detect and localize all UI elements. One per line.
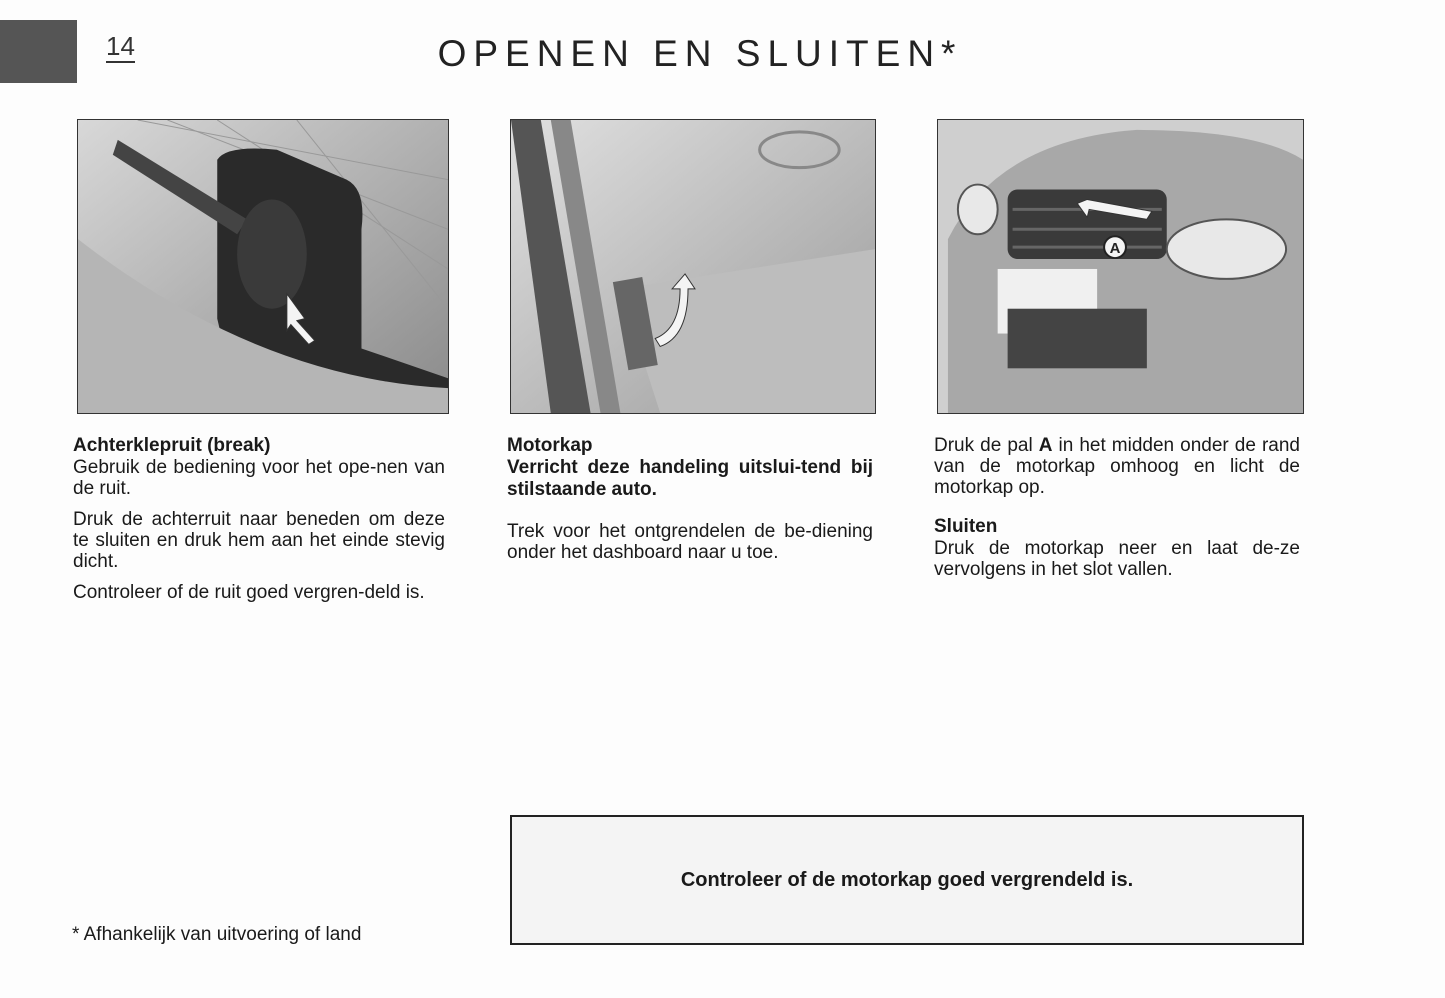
bonnet-section bbox=[507, 435, 873, 573]
rear-window-handle-photo bbox=[77, 119, 449, 414]
safety-note: Verricht deze handeling uitslui-tend bij stilstaande auto. bbox=[507, 457, 873, 500]
paragraph: Controleer of de ruit goed vergren-deld is. bbox=[73, 582, 425, 603]
bonnet-open-close-section bbox=[934, 435, 1300, 590]
bonnet-release-lever-photo bbox=[510, 119, 876, 414]
section-heading: Sluiten bbox=[934, 516, 998, 537]
footnote: * Afhankelijk van uitvoering of land bbox=[72, 924, 362, 945]
paragraph: Druk de achterruit naar beneden om deze te sluiten en druk hem aan het einde stevig dicht. bbox=[73, 509, 445, 572]
text: in het midden onder de rand van de motorkap omhoog en licht de motorkap op. bbox=[934, 435, 1300, 498]
paragraph: Trek voor het ontgrendelen de be-diening onder het dashboard naar u toe. bbox=[507, 521, 873, 563]
paragraph: Gebruik de bediening voor het ope-nen van de ruit. bbox=[73, 457, 445, 499]
warning-text: Controleer of de motorkap goed vergrendeld is. bbox=[680, 868, 1134, 891]
section-heading: Achterklepruit (break) bbox=[73, 435, 271, 456]
paragraph bbox=[934, 435, 1300, 498]
page-title: OPENEN EN SLUITEN* bbox=[437, 33, 963, 74]
paragraph: Druk de motorkap neer en laat de-ze vervolgens in het slot vallen. bbox=[934, 538, 1300, 580]
label-a: A bbox=[1038, 435, 1053, 456]
text: Druk de pal bbox=[934, 435, 1039, 456]
figure-label-a: A bbox=[1109, 241, 1121, 258]
section-heading: Motorkap bbox=[507, 435, 593, 456]
warning-box bbox=[510, 815, 1304, 945]
page-number: 14 bbox=[106, 31, 135, 61]
rear-window-section bbox=[73, 435, 445, 613]
car-front-bonnet-catch-photo bbox=[937, 119, 1304, 414]
